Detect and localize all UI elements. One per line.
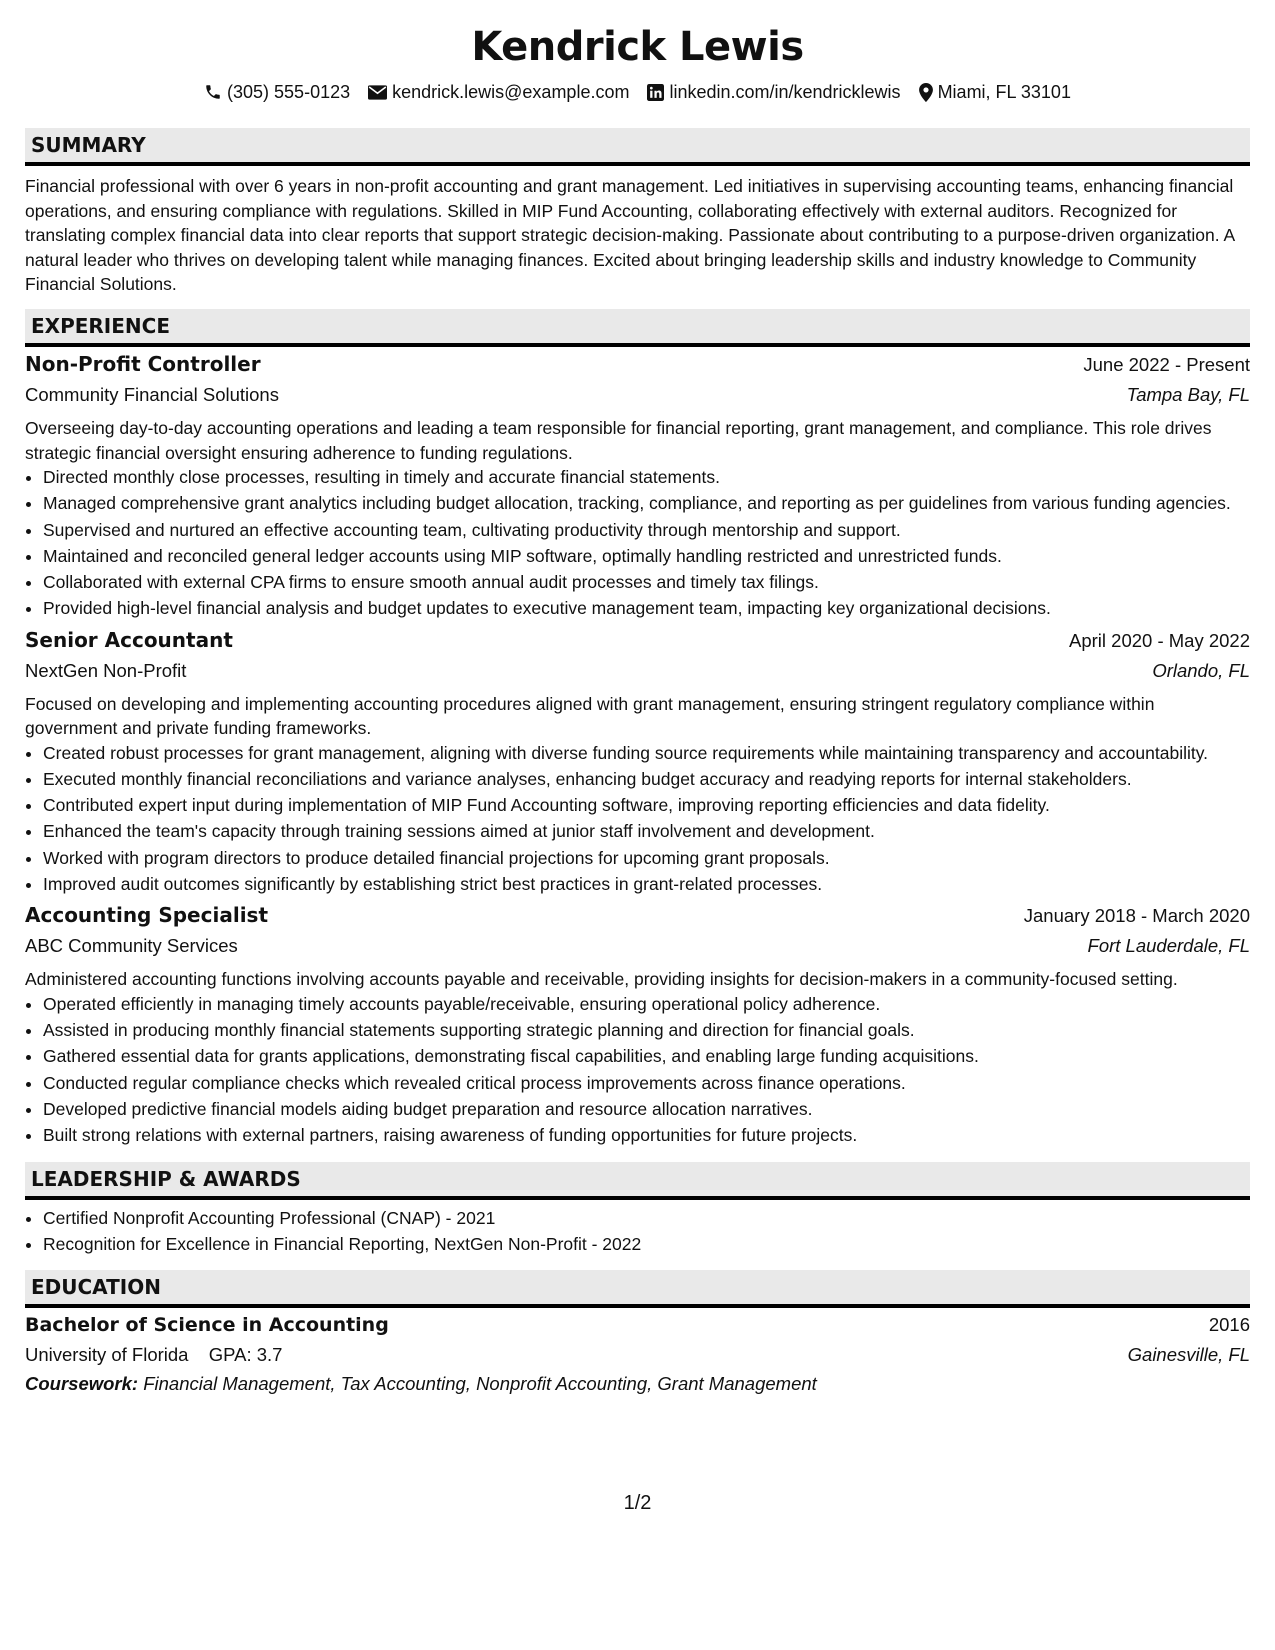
contact-location (919, 80, 1071, 104)
job-description: Focused on developing and implementing accounting procedures aligned with grant management, ensuring stringent regulatory compliance within government and private funding frameworks. (25, 693, 1155, 739)
job-entry (25, 625, 1250, 897)
job-company: ABC Community Services (25, 935, 238, 957)
job-company-row (25, 931, 1250, 961)
job-entry (25, 349, 1250, 621)
contact-phone (204, 80, 350, 104)
section-header-leadership: LEADERSHIP & AWARDS (25, 1162, 1250, 1200)
job-header-row (25, 349, 1250, 380)
coursework-text: Financial Management, Tax Accounting, Nonprofit Accounting, Grant Management (143, 1373, 817, 1395)
list-item: • Improved audit outcomes significantly by establishing strict best practices in grant-related processes. (43, 872, 1250, 897)
degree: Bachelor of Science in Accounting (25, 1314, 389, 1337)
coursework-line (25, 1370, 1250, 1398)
envelope-icon (368, 85, 387, 100)
coursework-label: Coursework: (25, 1373, 139, 1395)
job-bullets (25, 741, 1250, 897)
job-description: Administered accounting functions involving accounts payable and receivable, providing insights for decision-makers in a community-focused setting. (25, 969, 1178, 990)
list-item: • Enhanced the team's capacity through training sessions aimed at junior staff involvement and development. (43, 819, 1250, 844)
job-title: Non-Profit Controller (25, 351, 261, 376)
education-school-row (25, 1340, 1250, 1370)
job-bullets (25, 992, 1250, 1148)
section-header-experience: EXPERIENCE (25, 309, 1250, 347)
job-title: Accounting Specialist (25, 903, 269, 928)
list-item: • Provided high-level financial analysis and budget updates to executive management team, impacting key organizational decisions. (43, 596, 1250, 621)
education-entry (25, 1310, 1250, 1398)
job-header-row (25, 900, 1250, 931)
job-header-row (25, 625, 1250, 656)
awards-list (25, 1206, 1250, 1257)
school-location: Gainesville, FL (1127, 1344, 1250, 1366)
list-item: • Created robust processes for grant management, aligning with diverse funding source requirements while maintaining transparency and accountability. (43, 741, 1250, 766)
job-dates: April 2020 - May 2022 (1069, 629, 1250, 651)
job-description: Overseeing day-to-day accounting operations and leading a team responsible for financial reporting, grant management, and compliance. This role drives strategic financial oversight ensuring adherence to funding regulations. (25, 417, 1212, 463)
list-item: • Developed predictive financial models aiding budget preparation and resource allocation narratives. (43, 1097, 1250, 1122)
summary-paragraph: Financial professional with over 6 years in non-profit accounting and grant management. Led initiatives in supervising accounting teams, enhancing financial operations, and ensuring compliance with regulations. Skilled in MIP Fund Accounting, collaborating effectively with external auditors. Recognized for translating complex financial data into clear reports that support strategic decision-making. Passionate about contributing to a purpose-driven organization. A natural leader who thrives on developing talent while managing finances. Excited about bringing leadership skills and industry knowledge to Community Financial Solutions. (25, 176, 1235, 295)
contact-email[interactable] (368, 80, 629, 104)
list-item: • Gathered essential data for grants applications, demonstrating fiscal capabilities, and enabling large funding acquisitions. (43, 1044, 1250, 1069)
job-bullets (25, 465, 1250, 621)
job-company-row (25, 380, 1250, 410)
phone-icon (204, 83, 222, 101)
section-header-summary: SUMMARY (25, 128, 1250, 166)
job-company: NextGen Non-Profit (25, 659, 187, 681)
graduation-year: 2016 (1208, 1314, 1250, 1336)
list-item: • Operated efficiently in managing timely accounts payable/receivable, ensuring operational policy adherence. (43, 992, 1250, 1017)
contact-bar (25, 80, 1250, 104)
job-dates: June 2022 - Present (1083, 353, 1250, 375)
map-pin-icon (919, 83, 933, 102)
list-item: • Built strong relations with external partners, raising awareness of funding opportunities for future projects. (43, 1123, 1250, 1148)
job-title: Senior Accountant (25, 627, 233, 652)
list-item: • Assisted in producing monthly financial statements supporting strategic planning and direction for financial goals. (43, 1018, 1250, 1043)
job-location: Tampa Bay, FL (1126, 383, 1250, 405)
list-item: • Managed comprehensive grant analytics including budget allocation, tracking, compliance, and reporting as per guidelines from various funding agencies. (43, 491, 1250, 516)
linkedin-icon (647, 84, 664, 101)
list-item: • Certified Nonprofit Accounting Professional (CNAP) - 2021 (43, 1206, 1250, 1231)
phone-text: (305) 555-0123 (227, 82, 351, 102)
job-location: Fort Lauderdale, FL (1087, 935, 1250, 957)
page-number: 1/2 (623, 1492, 652, 1514)
candidate-name: Kendrick Lewis (471, 24, 804, 70)
list-item: • Worked with program directors to produce detailed financial projections for upcoming grant proposals. (43, 846, 1250, 871)
list-item: • Recognition for Excellence in Financial Reporting, NextGen Non-Profit - 2022 (43, 1232, 1250, 1257)
section-header-education: EDUCATION (25, 1270, 1250, 1308)
job-entry (25, 900, 1250, 1147)
list-item: • Collaborated with external CPA firms to ensure smooth annual audit processes and timely tax filings. (43, 570, 1250, 595)
contact-linkedin[interactable] (647, 80, 900, 104)
gpa: GPA: 3.7 (208, 1344, 283, 1366)
list-item: • Maintained and reconciled general ledger accounts using MIP software, optimally handling restricted and unrestricted funds. (43, 544, 1250, 569)
job-location: Orlando, FL (1152, 659, 1250, 681)
list-item: • Contributed expert input during implementation of MIP Fund Accounting software, improving reporting efficiencies and data fidelity. (43, 793, 1250, 818)
job-company: Community Financial Solutions (25, 383, 279, 405)
school-info (25, 1340, 282, 1370)
list-item: • Conducted regular compliance checks which revealed critical process improvements across finance operations. (43, 1071, 1250, 1096)
list-item: • Supervised and nurtured an effective accounting team, cultivating productivity through mentorship and support. (43, 518, 1250, 543)
job-dates: January 2018 - March 2020 (1023, 905, 1250, 927)
job-company-row (25, 656, 1250, 686)
linkedin-link[interactable]: linkedin.com/in/kendricklewis (669, 82, 901, 102)
list-item: • Executed monthly financial reconciliations and variance analyses, enhancing budget accuracy and readying reports for internal stakeholders. (43, 767, 1250, 792)
email-link[interactable]: kendrick.lewis@example.com (392, 82, 630, 102)
education-header-row (25, 1310, 1250, 1340)
list-item: • Directed monthly close processes, resulting in timely and accurate financial statements. (43, 465, 1250, 490)
location-text: Miami, FL 33101 (937, 82, 1071, 102)
school-name: University of Florida (25, 1344, 189, 1366)
